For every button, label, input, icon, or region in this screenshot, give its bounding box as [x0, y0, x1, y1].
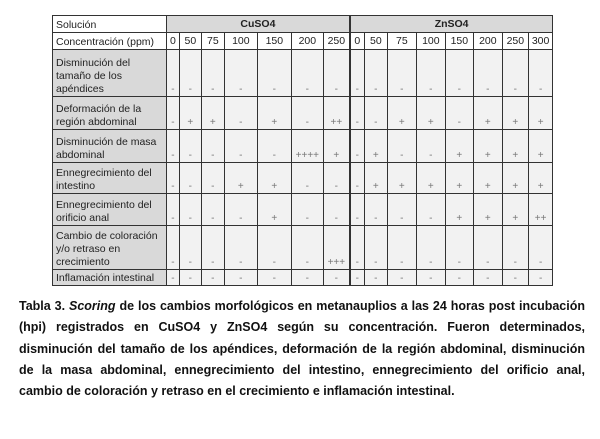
table-row	[53, 270, 553, 286]
score-cell: -	[445, 226, 473, 270]
score-cell: -	[224, 97, 257, 130]
score-cell: -	[291, 226, 323, 270]
table-caption	[19, 296, 585, 402]
score-cell: -	[257, 50, 291, 97]
score-cell: -	[387, 50, 416, 97]
conc-cu-100: 100	[224, 33, 257, 50]
score-cell: +	[473, 163, 502, 194]
score-cell: +	[364, 163, 387, 194]
score-cell: -	[350, 50, 365, 97]
score-cell: -	[323, 270, 350, 286]
score-cell: -	[224, 50, 257, 97]
caption-italic: Scoring	[69, 299, 116, 313]
score-cell: +	[416, 97, 445, 130]
score-cell: -	[387, 270, 416, 286]
row-label: Deformación de la región abdominal	[53, 97, 167, 130]
score-cell: -	[291, 194, 323, 226]
score-cell: -	[445, 97, 473, 130]
score-cell: -	[364, 194, 387, 226]
score-cell: +	[364, 130, 387, 163]
conc-cu-75: 75	[201, 33, 224, 50]
score-cell: +++	[323, 226, 350, 270]
score-cell: +	[502, 194, 528, 226]
score-cell: -	[387, 130, 416, 163]
row-label: Disminución de masa abdominal	[53, 130, 167, 163]
row-label: Ennegrecimiento del orificio anal	[53, 194, 167, 226]
solution-label: Solución	[53, 16, 167, 33]
table-row	[53, 194, 553, 226]
conc-cu-200: 200	[291, 33, 323, 50]
score-cell: -	[416, 270, 445, 286]
conc-zn-100: 100	[416, 33, 445, 50]
score-cell: +	[473, 97, 502, 130]
row-label: Ennegrecimiento del intestino	[53, 163, 167, 194]
caption-text: de los cambios morfológicos en metanauplios a las 24 horas post incubación (hpi) registrados en CuSO4 y ZnSO4 según su concentración. Fueron determinados, disminución del tamaño de los apéndices, deformación de la región abdominal, disminución de la masa abdominal, ennegrecimiento del intestino, ennegrecimiento del orificio anal, cambio de coloración y retraso en el crecimiento e inflamación intestinal.	[19, 299, 585, 399]
score-cell: -	[179, 226, 201, 270]
score-cell: -	[473, 226, 502, 270]
score-cell: -	[502, 270, 528, 286]
score-cell: -	[179, 130, 201, 163]
score-cell: +	[473, 194, 502, 226]
score-cell: -	[167, 226, 180, 270]
score-cell: -	[416, 50, 445, 97]
score-cell: -	[350, 226, 365, 270]
conc-zn-200: 200	[473, 33, 502, 50]
solution-header-row	[53, 16, 553, 33]
score-cell: -	[364, 226, 387, 270]
score-cell: -	[473, 270, 502, 286]
conc-zn-150: 150	[445, 33, 473, 50]
score-cell: +	[502, 163, 528, 194]
score-cell: -	[291, 163, 323, 194]
score-cell: ++	[323, 97, 350, 130]
score-cell: -	[201, 130, 224, 163]
score-cell: +	[445, 130, 473, 163]
row-label: Disminución del tamaño de los apéndices	[53, 50, 167, 97]
score-cell: -	[323, 194, 350, 226]
score-cell: -	[364, 97, 387, 130]
score-cell: -	[528, 50, 553, 97]
score-cell: -	[257, 270, 291, 286]
score-cell: -	[364, 50, 387, 97]
score-cell: +	[201, 97, 224, 130]
score-cell: -	[473, 50, 502, 97]
table-row	[53, 97, 553, 130]
score-cell: -	[201, 226, 224, 270]
score-cell: -	[350, 270, 365, 286]
score-cell: -	[350, 163, 365, 194]
scoring-table	[52, 15, 553, 286]
score-cell: +	[445, 194, 473, 226]
score-cell: -	[416, 226, 445, 270]
score-cell: -	[224, 130, 257, 163]
score-cell: -	[224, 226, 257, 270]
score-cell: +	[387, 97, 416, 130]
score-cell: -	[502, 50, 528, 97]
conc-cu-50: 50	[179, 33, 201, 50]
score-cell: +	[416, 163, 445, 194]
score-cell: +	[323, 130, 350, 163]
score-cell: -	[179, 194, 201, 226]
caption-prefix: Tabla 3.	[19, 299, 69, 313]
score-cell: -	[201, 50, 224, 97]
score-cell: -	[323, 50, 350, 97]
score-cell: -	[257, 226, 291, 270]
score-cell: +	[445, 163, 473, 194]
score-cell: -	[416, 194, 445, 226]
score-cell: +	[387, 163, 416, 194]
score-cell: -	[167, 194, 180, 226]
score-cell: -	[167, 50, 180, 97]
score-cell: -	[364, 270, 387, 286]
score-cell: -	[291, 270, 323, 286]
score-cell: -	[350, 194, 365, 226]
score-cell: -	[179, 270, 201, 286]
table-row	[53, 226, 553, 270]
score-cell: -	[224, 270, 257, 286]
conc-zn-50: 50	[364, 33, 387, 50]
score-cell: -	[445, 270, 473, 286]
conc-cu-0: 0	[167, 33, 180, 50]
score-cell: -	[502, 226, 528, 270]
score-cell: -	[167, 270, 180, 286]
score-cell: -	[528, 226, 553, 270]
score-cell: +	[502, 130, 528, 163]
score-cell: ++++	[291, 130, 323, 163]
score-cell: -	[291, 97, 323, 130]
score-cell: +	[473, 130, 502, 163]
score-cell: ++	[528, 194, 553, 226]
score-cell: -	[350, 130, 365, 163]
score-cell: -	[350, 97, 365, 130]
conc-zn-75: 75	[387, 33, 416, 50]
table-row	[53, 130, 553, 163]
conc-zn-0: 0	[350, 33, 365, 50]
conc-cu-250: 250	[323, 33, 350, 50]
score-cell: +	[179, 97, 201, 130]
score-cell: -	[179, 163, 201, 194]
conc-zn-300: 300	[528, 33, 553, 50]
row-label: Inflamación intestinal	[53, 270, 167, 286]
score-cell: -	[201, 270, 224, 286]
concentration-header-row	[53, 33, 553, 50]
score-cell: -	[323, 163, 350, 194]
score-cell: +	[257, 97, 291, 130]
row-label: Cambio de coloración y/o retraso en crecimiento	[53, 226, 167, 270]
score-cell: -	[416, 130, 445, 163]
group-znso4: ZnSO4	[350, 16, 553, 33]
score-cell: -	[201, 163, 224, 194]
score-cell: -	[167, 97, 180, 130]
score-cell: -	[167, 130, 180, 163]
score-cell: -	[224, 194, 257, 226]
score-cell: +	[257, 163, 291, 194]
score-cell: -	[291, 50, 323, 97]
score-cell: +	[528, 130, 553, 163]
group-cuso4: CuSO4	[167, 16, 350, 33]
score-cell: +	[528, 97, 553, 130]
score-cell: -	[257, 130, 291, 163]
score-cell: -	[387, 194, 416, 226]
score-cell: -	[387, 226, 416, 270]
score-cell: -	[167, 163, 180, 194]
score-cell: -	[201, 194, 224, 226]
score-cell: -	[528, 270, 553, 286]
score-cell: +	[528, 163, 553, 194]
table-row	[53, 163, 553, 194]
score-cell: +	[257, 194, 291, 226]
score-cell: +	[224, 163, 257, 194]
conc-zn-250: 250	[502, 33, 528, 50]
concentration-label: Concentración (ppm)	[53, 33, 167, 50]
conc-cu-150: 150	[257, 33, 291, 50]
score-cell: -	[179, 50, 201, 97]
score-cell: +	[502, 97, 528, 130]
score-cell: -	[445, 50, 473, 97]
table-row	[53, 50, 553, 97]
